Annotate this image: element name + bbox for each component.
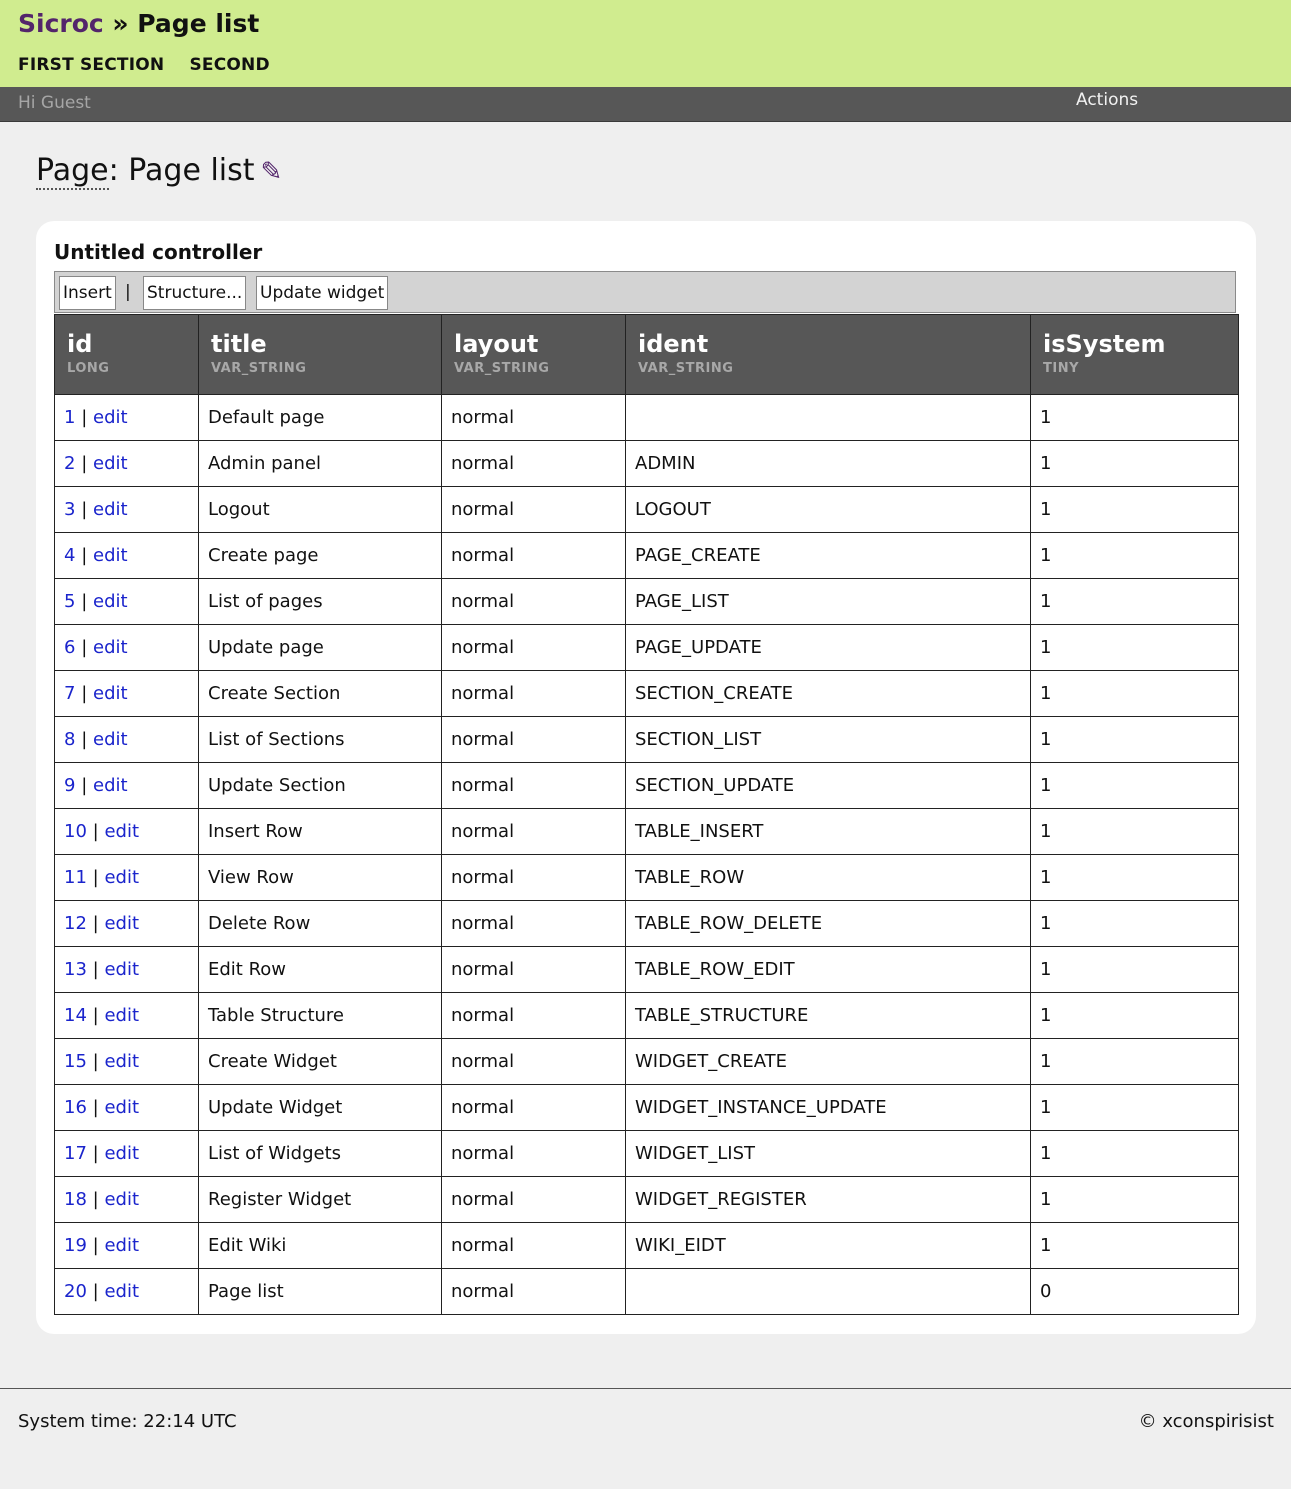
table-row (55, 671, 1239, 717)
cell-layout: normal (442, 1131, 626, 1177)
cell-title: Edit Row (199, 947, 442, 993)
cell-layout: normal (442, 579, 626, 625)
system-time: System time: 22:14 UTC (18, 1411, 237, 1432)
cell-issystem: 1 (1031, 763, 1239, 809)
row-id-link[interactable]: 14 (64, 1005, 87, 1026)
row-edit-link[interactable]: edit (93, 453, 128, 474)
cell-layout: normal (442, 1039, 626, 1085)
cell-layout: normal (442, 855, 626, 901)
cell-issystem: 1 (1031, 947, 1239, 993)
row-edit-link[interactable]: edit (104, 1235, 140, 1256)
cell-title: List of pages (199, 579, 442, 625)
column-header-layout[interactable] (442, 315, 626, 395)
page-footer (0, 1388, 1291, 1489)
row-id-link[interactable]: 9 (64, 775, 76, 796)
row-id-link[interactable]: 6 (64, 637, 76, 658)
row-edit-link[interactable]: edit (104, 1281, 140, 1302)
column-name: id (67, 330, 93, 358)
row-edit-link[interactable]: edit (104, 867, 140, 888)
cell-ident: PAGE_CREATE (626, 533, 1031, 579)
row-edit-link[interactable]: edit (104, 959, 140, 980)
table-row (55, 1177, 1239, 1223)
cell-title: Register Widget (199, 1177, 442, 1223)
column-name: layout (454, 330, 539, 358)
cell-ident: ADMIN (626, 441, 1031, 487)
cell-layout: normal (442, 533, 626, 579)
row-edit-link[interactable]: edit (104, 1189, 140, 1210)
table-row (55, 1085, 1239, 1131)
cell-ident: TABLE_INSERT (626, 809, 1031, 855)
cell-ident: TABLE_ROW_EDIT (626, 947, 1031, 993)
cell-layout: normal (442, 625, 626, 671)
nav-item-second[interactable]: SECOND (189, 55, 270, 75)
id-separator: | (92, 867, 99, 888)
nav-item-first-section[interactable]: FIRST SECTION (18, 55, 165, 75)
column-header-issystem[interactable] (1031, 315, 1239, 395)
widget-panel (36, 221, 1256, 1334)
cell-ident: TABLE_ROW_DELETE (626, 901, 1031, 947)
cell-ident (626, 1269, 1031, 1315)
cell-id (55, 763, 199, 809)
row-id-link[interactable]: 15 (64, 1051, 87, 1072)
cell-id (55, 1039, 199, 1085)
cell-layout: normal (442, 901, 626, 947)
user-greeting: Hi Guest (18, 93, 91, 113)
structure-button[interactable]: Structure... (143, 276, 246, 310)
cell-id (55, 1269, 199, 1315)
cell-ident: TABLE_STRUCTURE (626, 993, 1031, 1039)
cell-ident: PAGE_UPDATE (626, 625, 1031, 671)
table-header-row (55, 315, 1239, 395)
cell-title: Insert Row (199, 809, 442, 855)
user-bar (0, 87, 1291, 122)
row-edit-link[interactable]: edit (93, 591, 128, 612)
row-edit-link[interactable]: edit (104, 821, 140, 842)
cell-layout: normal (442, 763, 626, 809)
site-header (0, 0, 1291, 87)
row-id-link[interactable]: 13 (64, 959, 87, 980)
row-edit-link[interactable]: edit (104, 913, 140, 934)
table-row (55, 809, 1239, 855)
row-edit-link[interactable]: edit (104, 1005, 140, 1026)
title-separator: » (103, 9, 138, 38)
cell-id (55, 947, 199, 993)
row-id-link[interactable]: 19 (64, 1235, 87, 1256)
table-row (55, 441, 1239, 487)
cell-title: Admin panel (199, 441, 442, 487)
column-name: ident (638, 330, 709, 358)
row-edit-link[interactable]: edit (93, 637, 128, 658)
cell-id (55, 625, 199, 671)
table-row (55, 1223, 1239, 1269)
row-id-link[interactable]: 5 (64, 591, 76, 612)
cell-issystem: 1 (1031, 625, 1239, 671)
table-row (55, 579, 1239, 625)
id-separator: | (92, 1005, 99, 1026)
cell-title: Page list (199, 1269, 442, 1315)
cell-issystem: 1 (1031, 1223, 1239, 1269)
cell-issystem: 1 (1031, 1131, 1239, 1177)
cell-title: Create page (199, 533, 442, 579)
page-label: Page (36, 153, 109, 188)
copyright: © xconspirisist (1138, 1411, 1274, 1432)
id-separator: | (92, 1235, 99, 1256)
cell-id (55, 1223, 199, 1269)
id-separator: | (81, 775, 88, 796)
column-type: VAR_STRING (211, 361, 307, 376)
cell-id (55, 533, 199, 579)
row-edit-link[interactable]: edit (93, 499, 128, 520)
page-name: Page list (128, 153, 255, 188)
cell-issystem: 0 (1031, 1269, 1239, 1315)
cell-issystem: 1 (1031, 395, 1239, 441)
row-id-link[interactable]: 7 (64, 683, 76, 704)
update-widget-button[interactable]: Update widget (256, 276, 388, 310)
row-edit-link[interactable]: edit (93, 683, 128, 704)
cell-ident: TABLE_ROW (626, 855, 1031, 901)
toolbar-separator: | (125, 282, 131, 302)
table-toolbar (54, 271, 1236, 313)
cell-title: List of Sections (199, 717, 442, 763)
id-separator: | (92, 1051, 99, 1072)
cell-id (55, 579, 199, 625)
controller-title: Untitled controller (54, 240, 263, 264)
table-row (55, 1131, 1239, 1177)
brand-link[interactable]: Sicroc (18, 9, 104, 38)
cell-ident: WIDGET_INSTANCE_UPDATE (626, 1085, 1031, 1131)
insert-button[interactable]: Insert (59, 276, 116, 310)
cell-layout: normal (442, 1085, 626, 1131)
row-edit-link[interactable]: edit (104, 1051, 140, 1072)
column-type: LONG (67, 361, 110, 376)
site-page-name: Page list (137, 9, 260, 38)
cell-layout: normal (442, 395, 626, 441)
cell-id (55, 717, 199, 763)
cell-issystem: 1 (1031, 671, 1239, 717)
column-header-ident[interactable] (626, 315, 1031, 395)
cell-layout: normal (442, 1269, 626, 1315)
cell-title: Update page (199, 625, 442, 671)
row-id-link[interactable]: 10 (64, 821, 87, 842)
page-title (36, 150, 282, 193)
cell-id (55, 395, 199, 441)
table-row (55, 533, 1239, 579)
row-id-link[interactable]: 16 (64, 1097, 87, 1118)
cell-title: Create Widget (199, 1039, 442, 1085)
id-separator: | (92, 913, 99, 934)
cell-layout: normal (442, 809, 626, 855)
cell-ident: SECTION_CREATE (626, 671, 1031, 717)
cell-id (55, 671, 199, 717)
cell-title: Delete Row (199, 901, 442, 947)
cell-layout: normal (442, 671, 626, 717)
column-type: VAR_STRING (638, 361, 734, 376)
column-name: isSystem (1043, 330, 1166, 358)
cell-ident: SECTION_LIST (626, 717, 1031, 763)
column-header-id[interactable] (55, 315, 199, 395)
cell-ident: PAGE_LIST (626, 579, 1031, 625)
heading-colon: : (108, 153, 129, 188)
cell-layout: normal (442, 993, 626, 1039)
id-separator: | (92, 1097, 99, 1118)
row-id-link[interactable]: 4 (64, 545, 76, 566)
cell-ident: WIKI_EIDT (626, 1223, 1031, 1269)
table-row (55, 395, 1239, 441)
row-id-link[interactable]: 17 (64, 1143, 87, 1164)
cell-ident: WIDGET_CREATE (626, 1039, 1031, 1085)
row-edit-link[interactable]: edit (104, 1097, 140, 1118)
cell-layout: normal (442, 1223, 626, 1269)
row-edit-link[interactable]: edit (93, 729, 128, 750)
table-body (55, 395, 1239, 1315)
table-row (55, 625, 1239, 671)
row-id-link[interactable]: 2 (64, 453, 76, 474)
id-separator: | (92, 1189, 99, 1210)
cell-issystem: 1 (1031, 717, 1239, 763)
cell-issystem: 1 (1031, 1177, 1239, 1223)
cell-issystem: 1 (1031, 441, 1239, 487)
row-id-link[interactable]: 3 (64, 499, 76, 520)
cell-id (55, 1177, 199, 1223)
id-separator: | (81, 591, 88, 612)
cell-id (55, 1085, 199, 1131)
cell-title: Default page (199, 395, 442, 441)
cell-issystem: 1 (1031, 533, 1239, 579)
cell-layout: normal (442, 947, 626, 993)
column-name: title (211, 330, 267, 358)
cell-id (55, 993, 199, 1039)
column-type: VAR_STRING (454, 361, 550, 376)
row-edit-link[interactable]: edit (93, 407, 128, 428)
cell-ident: LOGOUT (626, 487, 1031, 533)
cell-layout: normal (442, 487, 626, 533)
cell-issystem: 1 (1031, 993, 1239, 1039)
cell-issystem: 1 (1031, 901, 1239, 947)
cell-ident: WIDGET_LIST (626, 1131, 1031, 1177)
row-id-link[interactable]: 1 (64, 407, 76, 428)
cell-id (55, 901, 199, 947)
cell-layout: normal (442, 1177, 626, 1223)
id-separator: | (81, 729, 88, 750)
id-separator: | (81, 545, 88, 566)
id-separator: | (81, 683, 88, 704)
cell-issystem: 1 (1031, 1085, 1239, 1131)
cell-ident (626, 395, 1031, 441)
cell-title: View Row (199, 855, 442, 901)
id-separator: | (81, 499, 88, 520)
row-id-link[interactable]: 12 (64, 913, 87, 934)
cell-layout: normal (442, 441, 626, 487)
id-separator: | (92, 1281, 99, 1302)
table-row (55, 855, 1239, 901)
row-id-link[interactable]: 20 (64, 1281, 87, 1302)
cell-title: Update Widget (199, 1085, 442, 1131)
table-row (55, 901, 1239, 947)
id-separator: | (92, 821, 99, 842)
pages-table (54, 314, 1239, 1315)
cell-issystem: 1 (1031, 579, 1239, 625)
cell-title: Logout (199, 487, 442, 533)
cell-issystem: 1 (1031, 1039, 1239, 1085)
row-id-link[interactable]: 18 (64, 1189, 87, 1210)
id-separator: | (81, 407, 88, 428)
cell-id (55, 809, 199, 855)
id-separator: | (81, 453, 88, 474)
section-nav (18, 55, 289, 75)
row-edit-link[interactable]: edit (104, 1143, 140, 1164)
id-separator: | (92, 1143, 99, 1164)
row-id-link[interactable]: 8 (64, 729, 76, 750)
column-header-title[interactable] (199, 315, 442, 395)
table-row (55, 1269, 1239, 1315)
row-edit-link[interactable]: edit (93, 545, 128, 566)
cell-id (55, 1131, 199, 1177)
cell-title: Create Section (199, 671, 442, 717)
id-separator: | (81, 637, 88, 658)
table-row (55, 487, 1239, 533)
row-edit-link[interactable]: edit (93, 775, 128, 796)
cell-title: Update Section (199, 763, 442, 809)
cell-id (55, 855, 199, 901)
site-title (18, 8, 259, 40)
cell-title: Edit Wiki (199, 1223, 442, 1269)
actions-menu[interactable]: Actions (1076, 90, 1139, 110)
cell-issystem: 1 (1031, 809, 1239, 855)
id-separator: | (92, 959, 99, 980)
cell-id (55, 441, 199, 487)
row-id-link[interactable]: 11 (64, 867, 87, 888)
table-row (55, 947, 1239, 993)
cell-id (55, 487, 199, 533)
cell-issystem: 1 (1031, 855, 1239, 901)
cell-title: List of Widgets (199, 1131, 442, 1177)
column-type: TINY (1043, 361, 1079, 376)
table-row (55, 993, 1239, 1039)
table-row (55, 763, 1239, 809)
table-row (55, 1039, 1239, 1085)
table-row (55, 717, 1239, 763)
pencil-icon[interactable]: ✎ (260, 157, 283, 187)
cell-ident: SECTION_UPDATE (626, 763, 1031, 809)
cell-title: Table Structure (199, 993, 442, 1039)
cell-layout: normal (442, 717, 626, 763)
cell-issystem: 1 (1031, 487, 1239, 533)
cell-ident: WIDGET_REGISTER (626, 1177, 1031, 1223)
